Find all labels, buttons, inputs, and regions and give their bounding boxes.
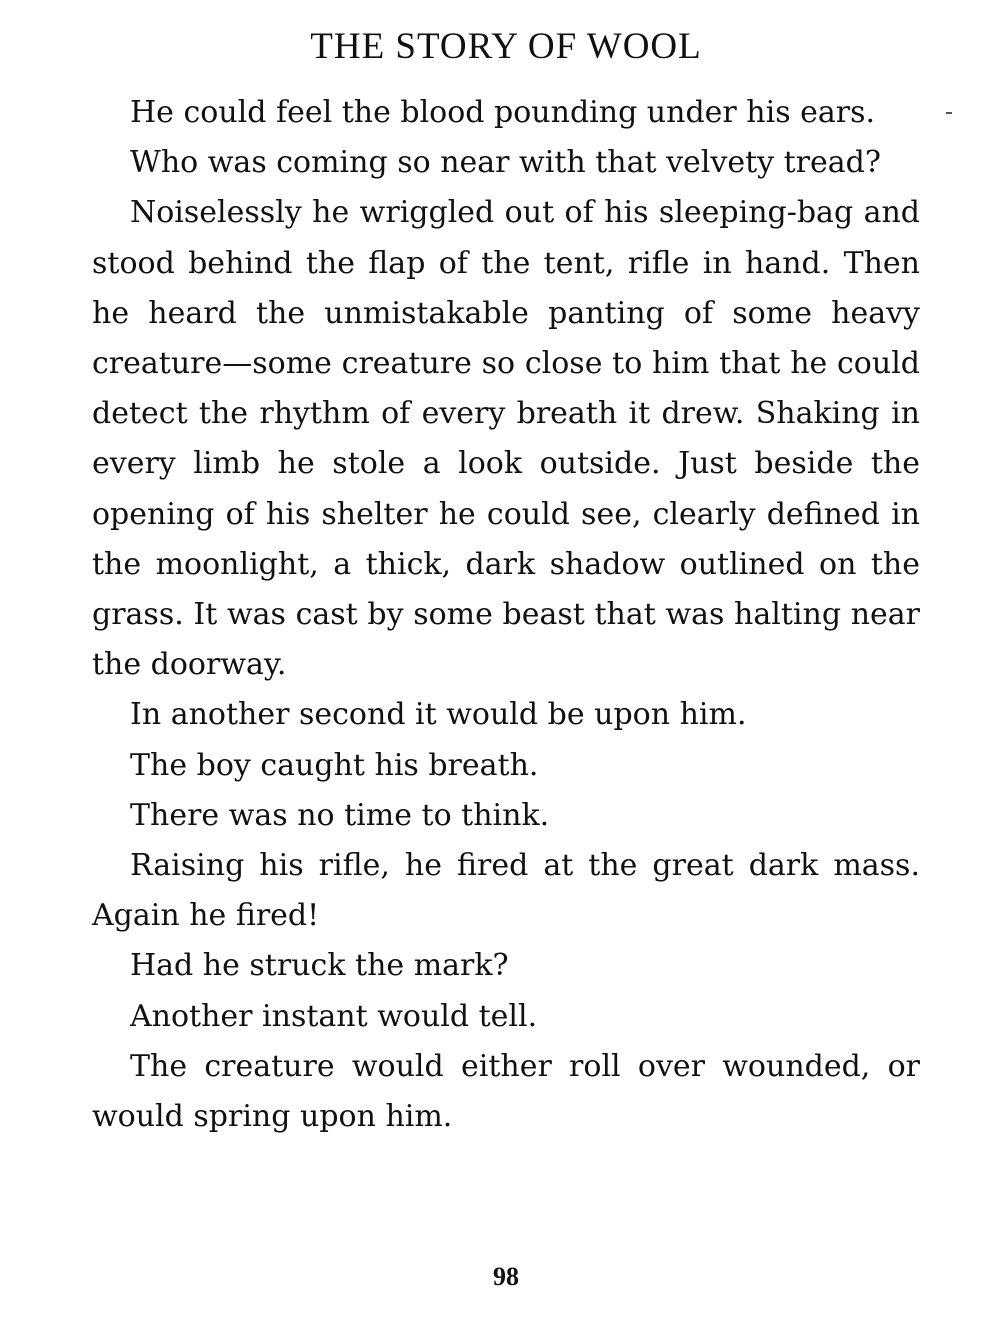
body-text bbox=[92, 88, 920, 1142]
paragraph: Noiselessly he wriggled out of his sleeping-bag and stood behind the flap of the tent, rifle in hand. Then he heard the unmistakable panting of some heavy creature—some creature so close to him that he could detect the rhythm of every breath it drew. Shaking in every limb he stole a look outside. Just beside the opening of his shelter he could see, clearly defined in the moonlight, a thick, dark shadow outlined on the grass. It was cast by some beast that was halting near the doorway. bbox=[92, 195, 920, 683]
book-page bbox=[92, 22, 920, 1291]
paragraph: In another second it would be upon him. bbox=[130, 697, 747, 733]
paragraph: He could feel the blood pounding under his ears. bbox=[130, 95, 876, 130]
page-number: 98 bbox=[493, 1262, 519, 1291]
paragraph: Had he struck the mark? bbox=[130, 948, 509, 984]
paragraph: Another instant would tell. bbox=[130, 998, 538, 1034]
paragraph: Raising his rifle, he fired at the great dark mass. Again he fired! bbox=[92, 848, 920, 934]
paragraph: Who was coming so near with that velvety tread? bbox=[130, 145, 881, 181]
running-head: THE STORY OF WOOL bbox=[310, 26, 702, 67]
paragraph: There was no time to think. bbox=[130, 797, 550, 833]
paragraph: The boy caught his breath. bbox=[130, 747, 539, 783]
scan-speck bbox=[946, 112, 952, 114]
paragraph: The creature would either roll over wounded, or would spring upon him. bbox=[92, 1048, 920, 1135]
